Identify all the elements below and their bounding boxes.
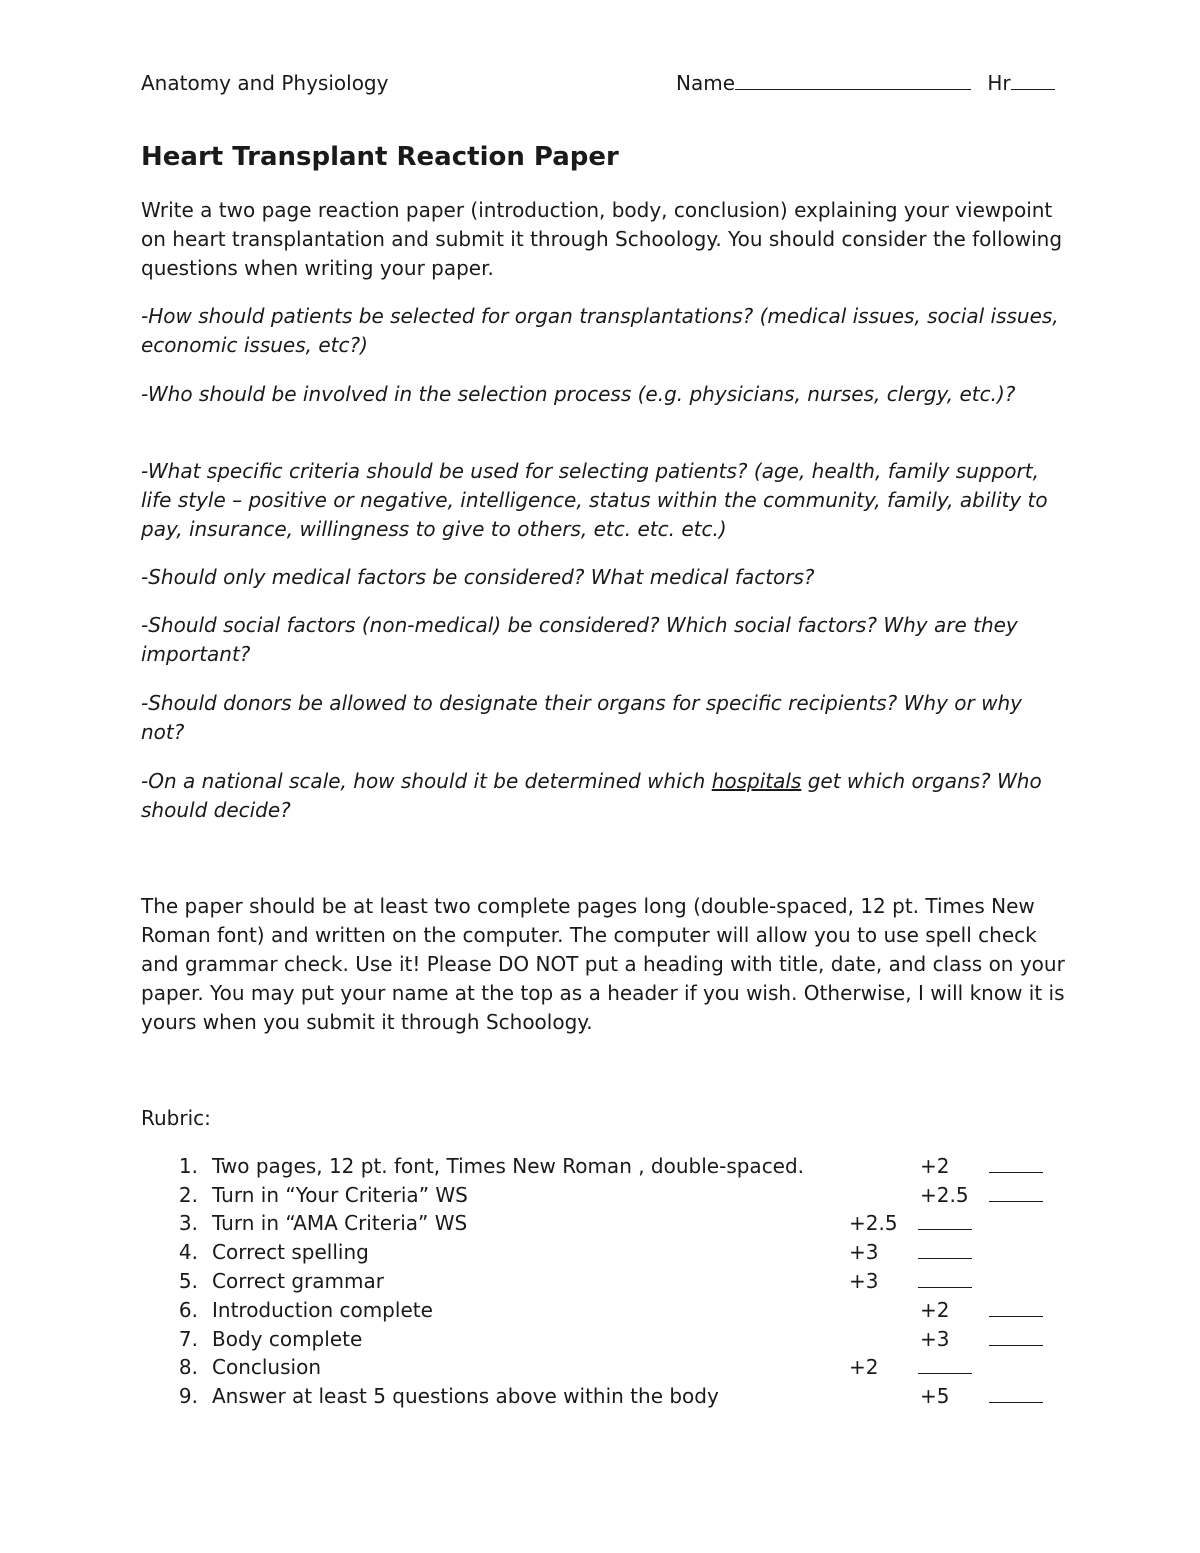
question-6: -Should donors be allowed to designate their organs for specific recipients? Why or why not? [141,691,1022,744]
rubric-row [0,1181,1200,1210]
score-blank [989,1201,1043,1202]
name-hour-header [676,70,1055,96]
rubric-item: Turn in “Your Criteria” WS [212,1183,468,1207]
score-blank [989,1316,1043,1317]
score-blank [918,1258,972,1259]
rubric-item: Two pages, 12 pt. font, Times New Roman , double-spaced. [212,1154,805,1178]
rubric-row [0,1353,1200,1382]
rubric-points: +3 [849,1269,879,1293]
question-3: -What specific criteria should be used for selecting patients? (age, health, family support, life style – positive or negative, intelligence, status within the community, family, ability to pay, insurance, willingness to give to others, etc. etc. etc.) [141,459,1048,541]
rubric-number: 7. [178,1327,198,1351]
rubric-number: 4. [178,1240,198,1264]
question-7 [141,767,1066,825]
rubric-points: +2 [920,1298,950,1322]
rubric-number: 1. [178,1154,198,1178]
score-blank [918,1287,972,1288]
rubric-points: +2.5 [920,1183,969,1207]
rubric-item: Correct spelling [212,1240,369,1264]
name-blank [735,71,971,90]
rubric-number: 2. [178,1183,198,1207]
score-blank [989,1345,1043,1346]
rubric-item: Correct grammar [212,1269,384,1293]
rubric-number: 5. [178,1269,198,1293]
hospitals-link-text: hospitals [711,769,802,793]
name-label: Name [676,71,736,95]
question-7-start: -On a national scale, how should it be determined which [141,769,712,793]
score-blank [918,1373,972,1374]
page-title: Heart Transplant Reaction Paper [141,142,619,172]
hour-label: Hr [987,71,1011,95]
rubric-number: 9. [178,1384,198,1408]
rubric-number: 3. [178,1211,198,1235]
requirements-paragraph: The paper should be at least two complete pages long (double-spaced, 12 pt. Times New Roman font) and written on the computer. The computer will allow you to use spell check and grammar check. Use it! Please DO NOT put a heading with title, date, and class on your paper. You may put your name at the top as a header if you wish. Otherwise, I will know it is yours when you submit it through Schoology. [141,894,1065,1034]
rubric-points: +2 [920,1154,950,1178]
hour-blank [1011,71,1055,90]
rubric-item: Conclusion [212,1355,321,1379]
score-blank [918,1229,972,1230]
rubric-points: +3 [849,1240,879,1264]
rubric-row [0,1152,1200,1181]
rubric-item: Introduction complete [212,1298,433,1322]
rubric-label: Rubric: [141,1106,211,1130]
rubric-item: Body complete [212,1327,363,1351]
rubric-number: 8. [178,1355,198,1379]
rubric-points: +3 [920,1327,950,1351]
rubric-points: +2.5 [849,1211,898,1235]
score-blank [989,1172,1043,1173]
rubric-row [0,1296,1200,1325]
rubric-row [0,1382,1200,1411]
rubric-item: Turn in “AMA Criteria” WS [212,1211,468,1235]
question-2: -Who should be involved in the selection process (e.g. physicians, nurses, clergy, etc.)? [141,382,1016,406]
score-blank [989,1402,1043,1403]
rubric-row [0,1267,1200,1296]
rubric-row [0,1238,1200,1267]
question-5: -Should social factors (non-medical) be considered? Which social factors? Why are they important? [141,613,1018,666]
rubric-points: +5 [920,1384,950,1408]
rubric-points: +2 [849,1355,879,1379]
rubric-row [0,1209,1200,1238]
question-7-end: get which organs? Who should decide? [141,769,1042,822]
question-1: -How should patients be selected for organ transplantations? (medical issues, social issues, economic issues, etc?) [141,304,1059,357]
rubric-number: 6. [178,1298,198,1322]
question-4: -Should only medical factors be considered? What medical factors? [141,565,815,589]
rubric-item: Answer at least 5 questions above within the body [212,1384,719,1408]
intro-paragraph: Write a two page reaction paper (introduction, body, conclusion) explaining your viewpoint on heart transplantation and submit it through Schoology. You should consider the following questions when writing your paper. [141,198,1063,280]
rubric-row [0,1325,1200,1354]
course-name: Anatomy and Physiology [141,71,389,95]
